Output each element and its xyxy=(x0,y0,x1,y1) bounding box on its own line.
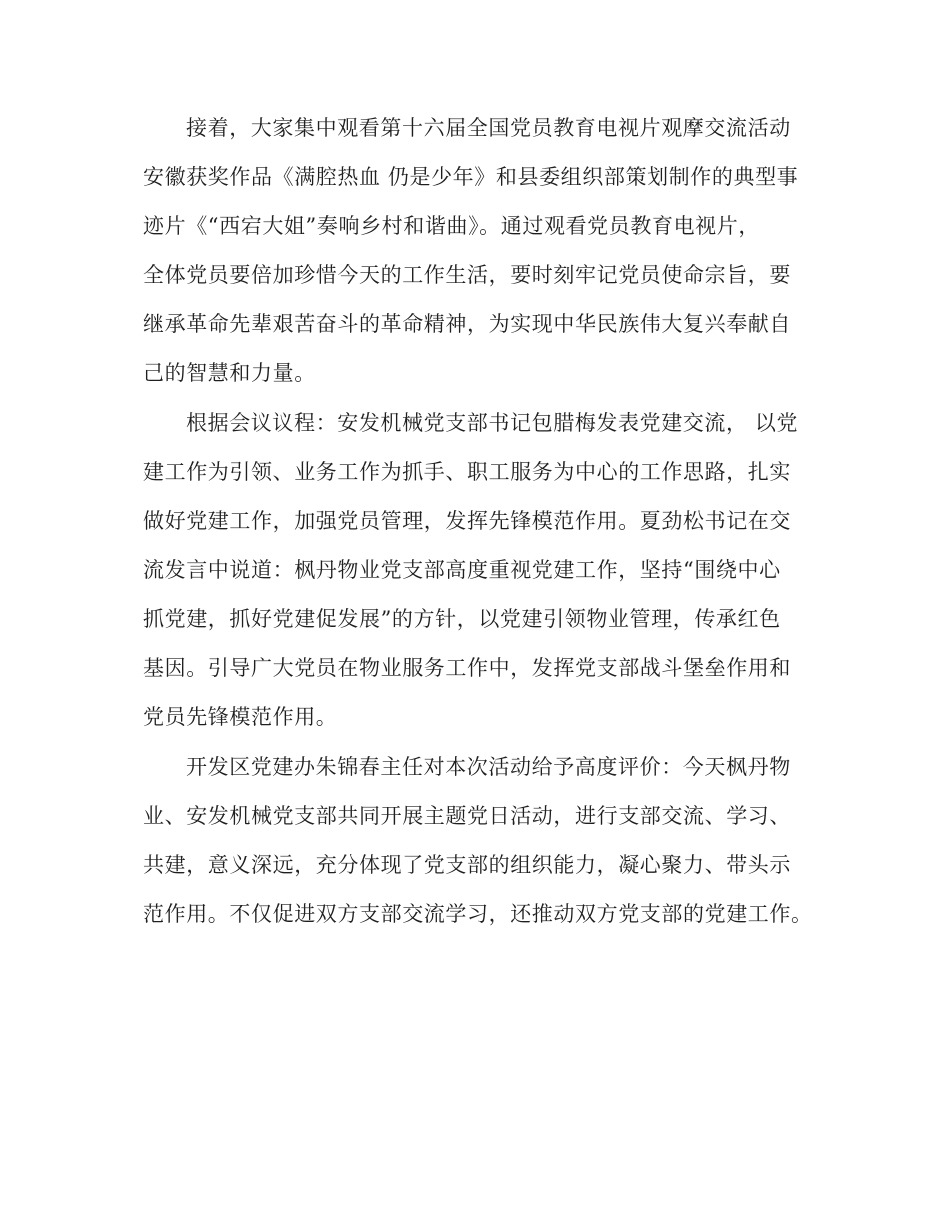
paragraph-1-line-5: 继承革命先辈艰苦奋斗的革命精神，为实现中华民族伟大复兴奉献自 xyxy=(143,312,791,336)
paragraph-1-line-1: 接着，大家集中观看第十六届全国党员教育电视片观摩交流活动 xyxy=(186,116,791,140)
paragraph-2-line-7: 党员先锋模范作用。 xyxy=(143,705,338,729)
paragraph-2-line-6: 基因。引导广大党员在物业服务工作中，发挥党支部战斗堡垒作用和 xyxy=(143,656,791,680)
paragraph-3-line-1: 开发区党建办朱锦春主任对本次活动给予高度评价：今天枫丹物 xyxy=(186,755,791,779)
paragraph-2-line-1: 根据会议议程：安发机械党支部书记包腊梅发表党建交流， 以党 xyxy=(186,411,799,435)
paragraph-1-line-6: 己的智慧和力量。 xyxy=(143,361,316,385)
paragraph-1-line-3: 迹片《“西宕大姐”奏响乡村和谐曲》。通过观看党员教育电视片， xyxy=(143,214,760,238)
paragraph-1-line-4: 全体党员要倍加珍惜今天的工作生活，要时刻牢记党员使命宗旨，要 xyxy=(143,263,791,287)
paragraph-3-line-2: 业、安发机械党支部共同开展主题党日活动，进行支部交流、学习、 xyxy=(143,804,791,828)
paragraph-3-line-3: 共建，意义深远，充分体现了党支部的组织能力，凝心聚力、带头示 xyxy=(143,853,791,877)
paragraph-1-line-2: 安徽获奖作品《满腔热血 仍是少年》和县委组织部策划制作的典型事 xyxy=(143,165,799,189)
paragraph-2-line-3: 做好党建工作，加强党员管理，发挥先锋模范作用。夏劲松书记在交 xyxy=(143,509,791,533)
paragraph-2-line-4: 流发言中说道：枫丹物业党支部高度重视党建工作，坚持“围绕中心 xyxy=(143,558,781,582)
paragraph-3-line-4: 范作用。不仅促进双方支部交流学习，还推动双方党支部的党建工作。 xyxy=(143,902,813,926)
paragraph-2-line-5: 抓党建，抓好党建促发展”的方针，以党建引领物业管理，传承红色 xyxy=(143,607,781,631)
paragraph-2-line-2: 建工作为引领、业务工作为抓手、职工服务为中心的工作思路，扎实 xyxy=(143,460,791,484)
